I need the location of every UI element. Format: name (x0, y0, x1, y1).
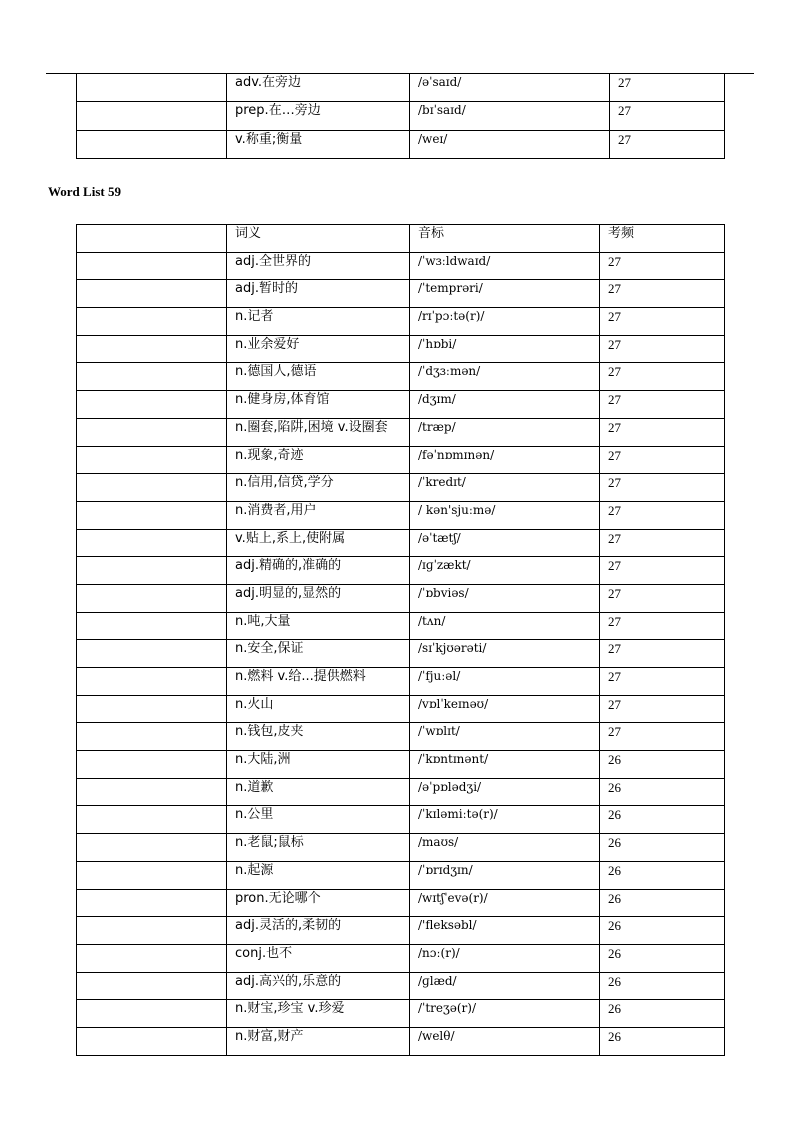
frequency-cell: 26 (600, 889, 725, 917)
table-row (77, 363, 725, 391)
word-cell (77, 474, 227, 502)
table-row (77, 834, 725, 862)
word-cell (77, 584, 227, 612)
word-cell (77, 252, 227, 280)
meaning-cell: n.吨,大量 (227, 612, 410, 640)
word-cell (77, 308, 227, 336)
phonetic-cell: /ˈtreʒə(r)/ (410, 1000, 600, 1028)
word-cell (77, 335, 227, 363)
phonetic-cell: /ˈɒbviəs/ (410, 584, 600, 612)
frequency-cell: 26 (600, 917, 725, 945)
frequency-cell: 27 (600, 474, 725, 502)
phonetic-cell: /ˈwɒlɪt/ (410, 723, 600, 751)
word-cell (77, 391, 227, 419)
frequency-cell: 27 (600, 280, 725, 308)
meaning-cell: n.现象,奇迹 (227, 446, 410, 474)
phonetic-cell: /maʊs/ (410, 834, 600, 862)
meaning-cell: n.德国人,德语 (227, 363, 410, 391)
table-header-row (77, 225, 725, 253)
table-row (77, 917, 725, 945)
meaning-cell: pron.无论哪个 (227, 889, 410, 917)
table-row (77, 74, 725, 102)
table-row (77, 889, 725, 917)
frequency-cell: 27 (600, 446, 725, 474)
meaning-cell: n.健身房,体育馆 (227, 391, 410, 419)
meaning-cell: n.燃料 v.给...提供燃料 (227, 668, 410, 696)
table-row (77, 130, 725, 158)
phonetic-cell: /rɪˈpɔːtə(r)/ (410, 308, 600, 336)
table-row (77, 529, 725, 557)
word-cell (77, 130, 227, 158)
meaning-cell: n.道歉 (227, 778, 410, 806)
word-cell (77, 917, 227, 945)
phonetic-cell: /ɡlæd/ (410, 972, 600, 1000)
meaning-cell: adj.精确的,准确的 (227, 557, 410, 585)
frequency-cell: 26 (600, 778, 725, 806)
table-row (77, 252, 725, 280)
phonetic-cell: /ˈɒrɪdʒɪn/ (410, 861, 600, 889)
table-row (77, 640, 725, 668)
table-row (77, 335, 725, 363)
meaning-cell: adj.灵活的,柔韧的 (227, 917, 410, 945)
table-row (77, 806, 725, 834)
word-cell (77, 723, 227, 751)
phonetic-cell: /ˈkɒntɪnənt/ (410, 751, 600, 779)
meaning-cell: n.大陆,洲 (227, 751, 410, 779)
table-row (77, 308, 725, 336)
table-row (77, 723, 725, 751)
meaning-cell: v.称重;衡量 (227, 130, 410, 158)
phonetic-cell: /ˈhɒbi/ (410, 335, 600, 363)
phonetic-cell: /wɪtʃˈevə(r)/ (410, 889, 600, 917)
word-cell (77, 944, 227, 972)
table-row (77, 501, 725, 529)
table-row (77, 751, 725, 779)
word-cell (77, 889, 227, 917)
frequency-cell: 26 (600, 972, 725, 1000)
frequency-cell: 27 (600, 529, 725, 557)
phonetic-cell: /ˈkredɪt/ (410, 474, 600, 502)
word-cell (77, 363, 227, 391)
table-row (77, 668, 725, 696)
meaning-cell: adv.在旁边 (227, 74, 410, 102)
frequency-cell: 26 (600, 1027, 725, 1055)
header-meaning: 词义 (227, 225, 410, 253)
frequency-cell: 27 (600, 391, 725, 419)
phonetic-cell: /'fleksəbl/ (410, 917, 600, 945)
frequency-cell: 27 (600, 418, 725, 446)
phonetic-cell: /nɔː(r)/ (410, 944, 600, 972)
meaning-cell: n.信用,信贷,学分 (227, 474, 410, 502)
meaning-cell: conj.也不 (227, 944, 410, 972)
word-cell (77, 668, 227, 696)
phonetic-cell: /əˈtætʃ/ (410, 529, 600, 557)
meaning-cell: adj.高兴的,乐意的 (227, 972, 410, 1000)
word-cell (77, 446, 227, 474)
table-row (77, 972, 725, 1000)
word-cell (77, 418, 227, 446)
phonetic-cell: /welθ/ (410, 1027, 600, 1055)
phonetic-cell: /ˈwɜːldwaɪd/ (410, 252, 600, 280)
table-row (77, 280, 725, 308)
meaning-cell: n.公里 (227, 806, 410, 834)
frequency-cell: 27 (600, 308, 725, 336)
table-row (77, 695, 725, 723)
frequency-cell: 27 (610, 74, 725, 102)
phonetic-cell: /əˈpɒlədʒi/ (410, 778, 600, 806)
phonetic-cell: /vɒlˈkeɪnəʊ/ (410, 695, 600, 723)
word-cell (77, 529, 227, 557)
frequency-cell: 27 (600, 584, 725, 612)
table-row (77, 474, 725, 502)
header-phonetic: 音标 (410, 225, 600, 253)
phonetic-cell: /ˈdʒɜːmən/ (410, 363, 600, 391)
meaning-cell: adj.全世界的 (227, 252, 410, 280)
header-word (77, 225, 227, 253)
meaning-cell: n.业余爱好 (227, 335, 410, 363)
word-cell (77, 1000, 227, 1028)
word-cell (77, 280, 227, 308)
word-cell (77, 778, 227, 806)
table-row (77, 1000, 725, 1028)
top-word-table (76, 73, 725, 159)
frequency-cell: 27 (600, 557, 725, 585)
word-cell (77, 1027, 227, 1055)
phonetic-cell: /əˈsaɪd/ (410, 74, 610, 102)
meaning-cell: v.贴上,系上,使附属 (227, 529, 410, 557)
meaning-cell: n.起源 (227, 861, 410, 889)
word-cell (77, 806, 227, 834)
word-cell (77, 751, 227, 779)
frequency-cell: 26 (600, 806, 725, 834)
meaning-cell: n.安全,保证 (227, 640, 410, 668)
word-cell (77, 972, 227, 1000)
word-cell (77, 74, 227, 102)
word-cell (77, 861, 227, 889)
frequency-cell: 26 (600, 1000, 725, 1028)
frequency-cell: 27 (610, 102, 725, 130)
table-row (77, 102, 725, 130)
table-row (77, 778, 725, 806)
frequency-cell: 27 (600, 723, 725, 751)
word-cell (77, 834, 227, 862)
frequency-cell: 27 (600, 363, 725, 391)
phonetic-cell: /træp/ (410, 418, 600, 446)
header-frequency: 考频 (600, 225, 725, 253)
table-row (77, 418, 725, 446)
phonetic-cell: /sɪˈkjʊərəti/ (410, 640, 600, 668)
phonetic-cell: /bɪˈsaɪd/ (410, 102, 610, 130)
phonetic-cell: / kən'sjuːmə/ (410, 501, 600, 529)
table-row (77, 391, 725, 419)
meaning-cell: n.圈套,陷阱,困境 v.设圈套 (227, 418, 410, 446)
table-row (77, 861, 725, 889)
meaning-cell: n.钱包,皮夹 (227, 723, 410, 751)
word-cell (77, 501, 227, 529)
frequency-cell: 27 (610, 130, 725, 158)
table-row (77, 557, 725, 585)
meaning-cell: adj.明显的,显然的 (227, 584, 410, 612)
meaning-cell: n.财宝,珍宝 v.珍爱 (227, 1000, 410, 1028)
frequency-cell: 26 (600, 861, 725, 889)
frequency-cell: 26 (600, 751, 725, 779)
frequency-cell: 27 (600, 335, 725, 363)
table-row (77, 1027, 725, 1055)
meaning-cell: n.记者 (227, 308, 410, 336)
phonetic-cell: /ˈkɪləmiːtə(r)/ (410, 806, 600, 834)
phonetic-cell: /weɪ/ (410, 130, 610, 158)
frequency-cell: 26 (600, 834, 725, 862)
frequency-cell: 27 (600, 668, 725, 696)
phonetic-cell: /dʒɪm/ (410, 391, 600, 419)
frequency-cell: 27 (600, 612, 725, 640)
section-title: Word List 59 (48, 184, 121, 199)
table-row (77, 612, 725, 640)
phonetic-cell: /ɪɡˈzækt/ (410, 557, 600, 585)
meaning-cell: n.财富,财产 (227, 1027, 410, 1055)
phonetic-cell: /fəˈnɒmɪnən/ (410, 446, 600, 474)
phonetic-cell: /ˈfjuːəl/ (410, 668, 600, 696)
meaning-cell: n.火山 (227, 695, 410, 723)
table-row (77, 446, 725, 474)
table-row (77, 584, 725, 612)
word-cell (77, 695, 227, 723)
meaning-cell: n.老鼠;鼠标 (227, 834, 410, 862)
word-cell (77, 557, 227, 585)
table-row (77, 944, 725, 972)
frequency-cell: 27 (600, 695, 725, 723)
meaning-cell: n.消费者,用户 (227, 501, 410, 529)
meaning-cell: prep.在…旁边 (227, 102, 410, 130)
phonetic-cell: /tʌn/ (410, 612, 600, 640)
frequency-cell: 26 (600, 944, 725, 972)
phonetic-cell: /ˈtemprəri/ (410, 280, 600, 308)
word-cell (77, 612, 227, 640)
frequency-cell: 27 (600, 501, 725, 529)
frequency-cell: 27 (600, 640, 725, 668)
word-list-table (76, 224, 725, 1056)
frequency-cell: 27 (600, 252, 725, 280)
meaning-cell: adj.暂时的 (227, 280, 410, 308)
word-cell (77, 640, 227, 668)
word-cell (77, 102, 227, 130)
